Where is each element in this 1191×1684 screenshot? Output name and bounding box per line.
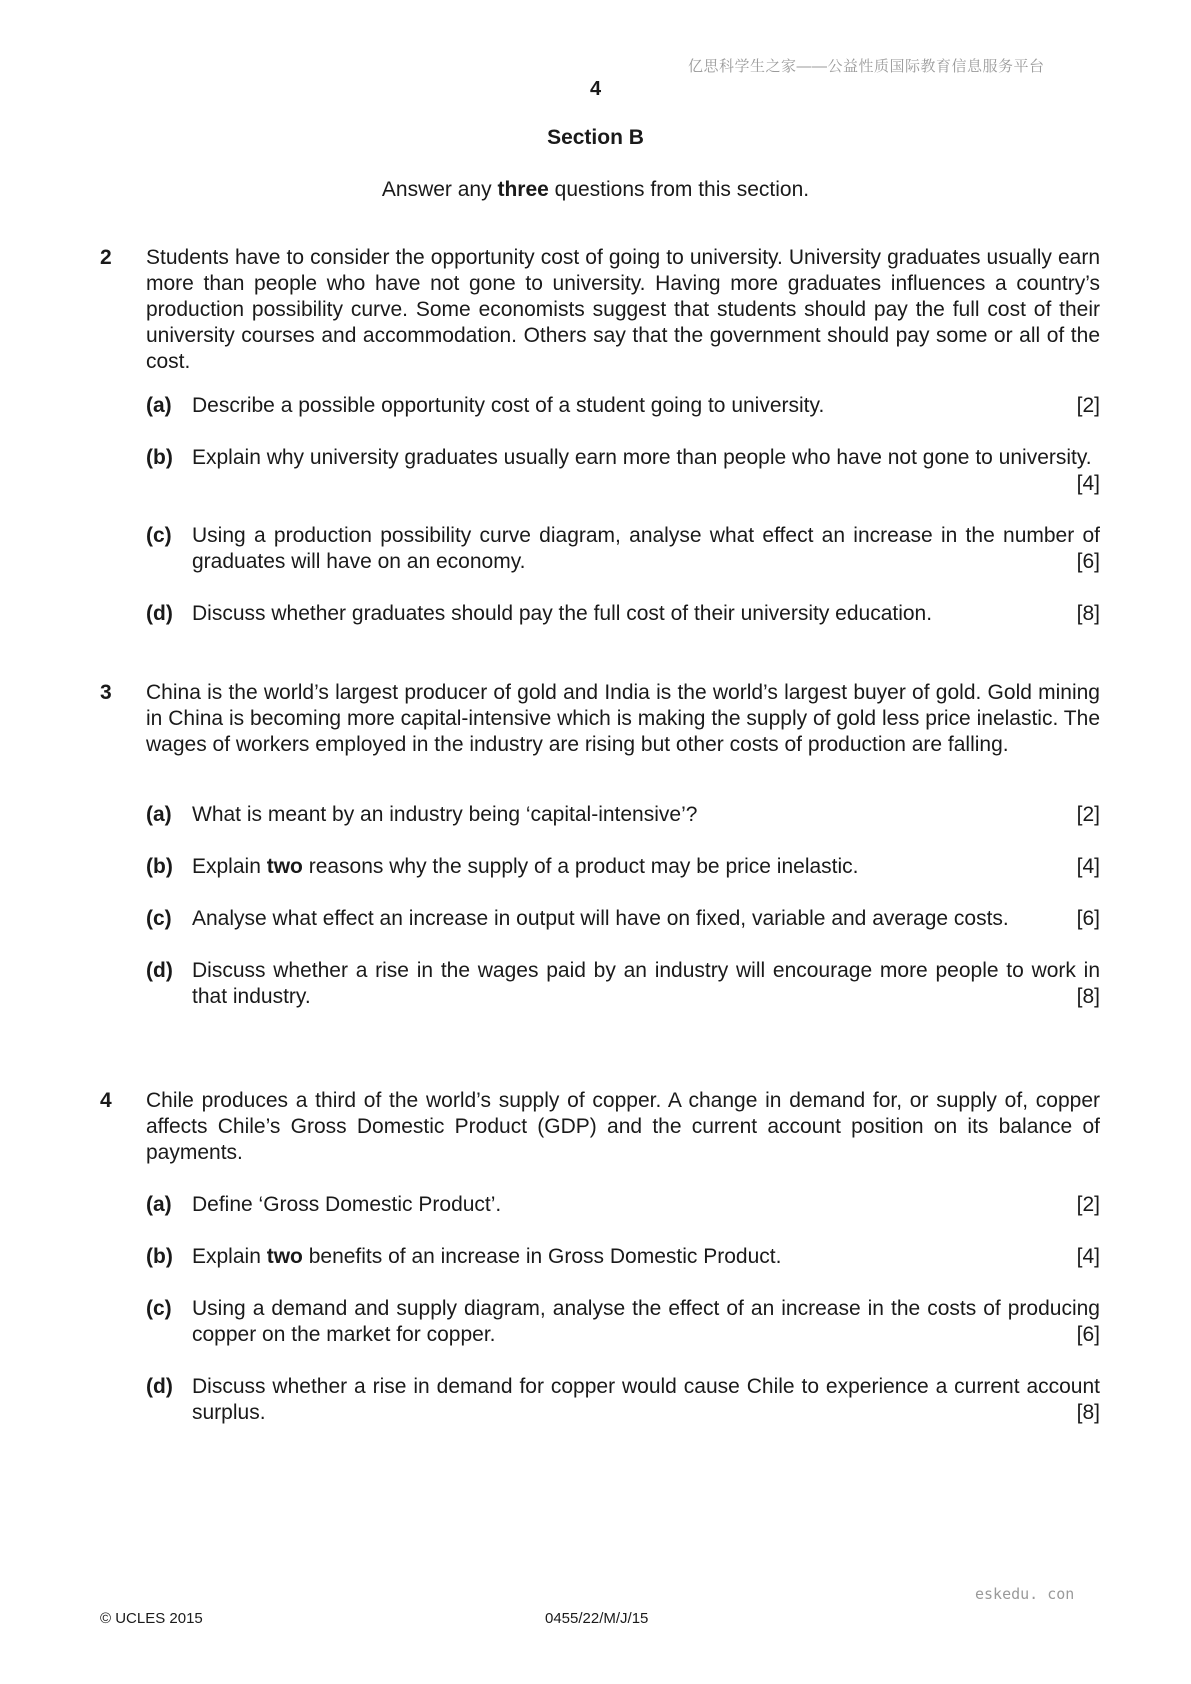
part-marks: [4]: [1076, 855, 1100, 878]
question-number: 2: [100, 246, 112, 269]
part-text: Discuss whether graduates should pay the full cost of their university education.: [192, 602, 933, 625]
part-text: Explain why university graduates usually earn more than people who have not gone to university.: [192, 446, 1092, 469]
part-text: Using a demand and supply diagram, analyse the effect of an increase in the costs of producing copper on the market for copper.: [192, 1297, 1100, 1346]
part-text-after: reasons why the supply of a product may be price inelastic.: [302, 855, 859, 878]
part-text: Analyse what effect an increase in output will have on fixed, variable and average costs.: [192, 907, 1009, 930]
part-marks: [6]: [1076, 1323, 1100, 1346]
part-marks: [2]: [1076, 394, 1100, 417]
part-text-bold: two: [266, 1245, 303, 1268]
section-instruction: [0, 178, 1191, 202]
part-text: Using a production possibility curve diagram, analyse what effect an increase in the number of graduates will have on an economy.: [192, 524, 1100, 573]
part-text-before: Explain: [192, 1245, 267, 1268]
part-label: (a): [146, 1193, 172, 1216]
part-text: Define ‘Gross Domestic Product’.: [192, 1193, 502, 1216]
part-text: [192, 1244, 1100, 1270]
part-marks: [8]: [1076, 602, 1100, 625]
part-marks: [8]: [1076, 1401, 1100, 1424]
instruction-bold: three: [497, 178, 549, 201]
footer-paper-code: 0455/22/M/J/15: [545, 1610, 649, 1627]
question-stem: Chile produces a third of the world’s supply of copper. A change in demand for, or supply of, copper affects Chile’s Gross Domestic Product (GDP) and the current account position on its balance of payments.: [146, 1089, 1100, 1164]
part-text: Discuss whether a rise in the wages paid by an industry will encourage more people to work in that industry.: [192, 959, 1100, 1008]
footer-site-watermark: eskedu. con: [975, 1585, 1075, 1603]
page-number: 4: [589, 78, 602, 100]
part-text-bold: two: [266, 855, 303, 878]
part-label: (a): [146, 394, 172, 417]
part-marks: [4]: [1076, 1245, 1100, 1268]
instruction-after: questions from this section.: [548, 178, 810, 201]
question-stem: China is the world’s largest producer of gold and India is the world’s largest buyer of gold. Gold mining in China is becoming more capital-intensive which is making the supply of gold less price inelastic. The wages of workers employed in the industry are rising but other costs of production are falling.: [146, 681, 1100, 756]
part-label: (d): [146, 602, 173, 625]
part-marks: [6]: [1076, 907, 1100, 930]
part-text-after: benefits of an increase in Gross Domestic Product.: [302, 1245, 782, 1268]
part-text-before: Explain: [192, 855, 267, 878]
part-text: Describe a possible opportunity cost of a student going to university.: [192, 394, 825, 417]
part-text: Discuss whether a rise in demand for copper would cause Chile to experience a current account surplus.: [192, 1375, 1100, 1424]
part-marks: [2]: [1076, 1193, 1100, 1216]
part-label: (b): [146, 446, 173, 469]
part-label: (a): [146, 803, 172, 826]
part-label: (c): [146, 907, 172, 930]
watermark-text: 亿思科学生之家——公益性质国际教育信息服务平台: [688, 58, 1045, 75]
part-marks: [2]: [1076, 803, 1100, 826]
footer-copyright: © UCLES 2015: [100, 1610, 203, 1627]
part-label: (d): [146, 1375, 173, 1398]
section-title: Section B: [547, 126, 644, 149]
question-number: 4: [100, 1089, 112, 1112]
part-label: (d): [146, 959, 173, 982]
part-marks: [8]: [1076, 985, 1100, 1008]
part-label: (b): [146, 1245, 173, 1268]
part-marks: [6]: [1076, 550, 1100, 573]
question-stem: Students have to consider the opportunity cost of going to university. University graduates usually earn more than people who have not gone to university. Having more graduates influences a country’s production possibility curve. Some economists suggest that students should pay the full cost of their university courses and accommodation. Others say that the government should pay some or all of the cost.: [146, 246, 1100, 373]
part-label: (c): [146, 1297, 172, 1320]
part-text: [192, 854, 1100, 880]
question-number: 3: [100, 681, 112, 704]
part-label: (b): [146, 855, 173, 878]
part-label: (c): [146, 524, 172, 547]
part-marks: [4]: [1076, 472, 1100, 495]
part-text: What is meant by an industry being ‘capital-intensive’?: [192, 803, 698, 826]
instruction-before: Answer any: [381, 178, 498, 201]
